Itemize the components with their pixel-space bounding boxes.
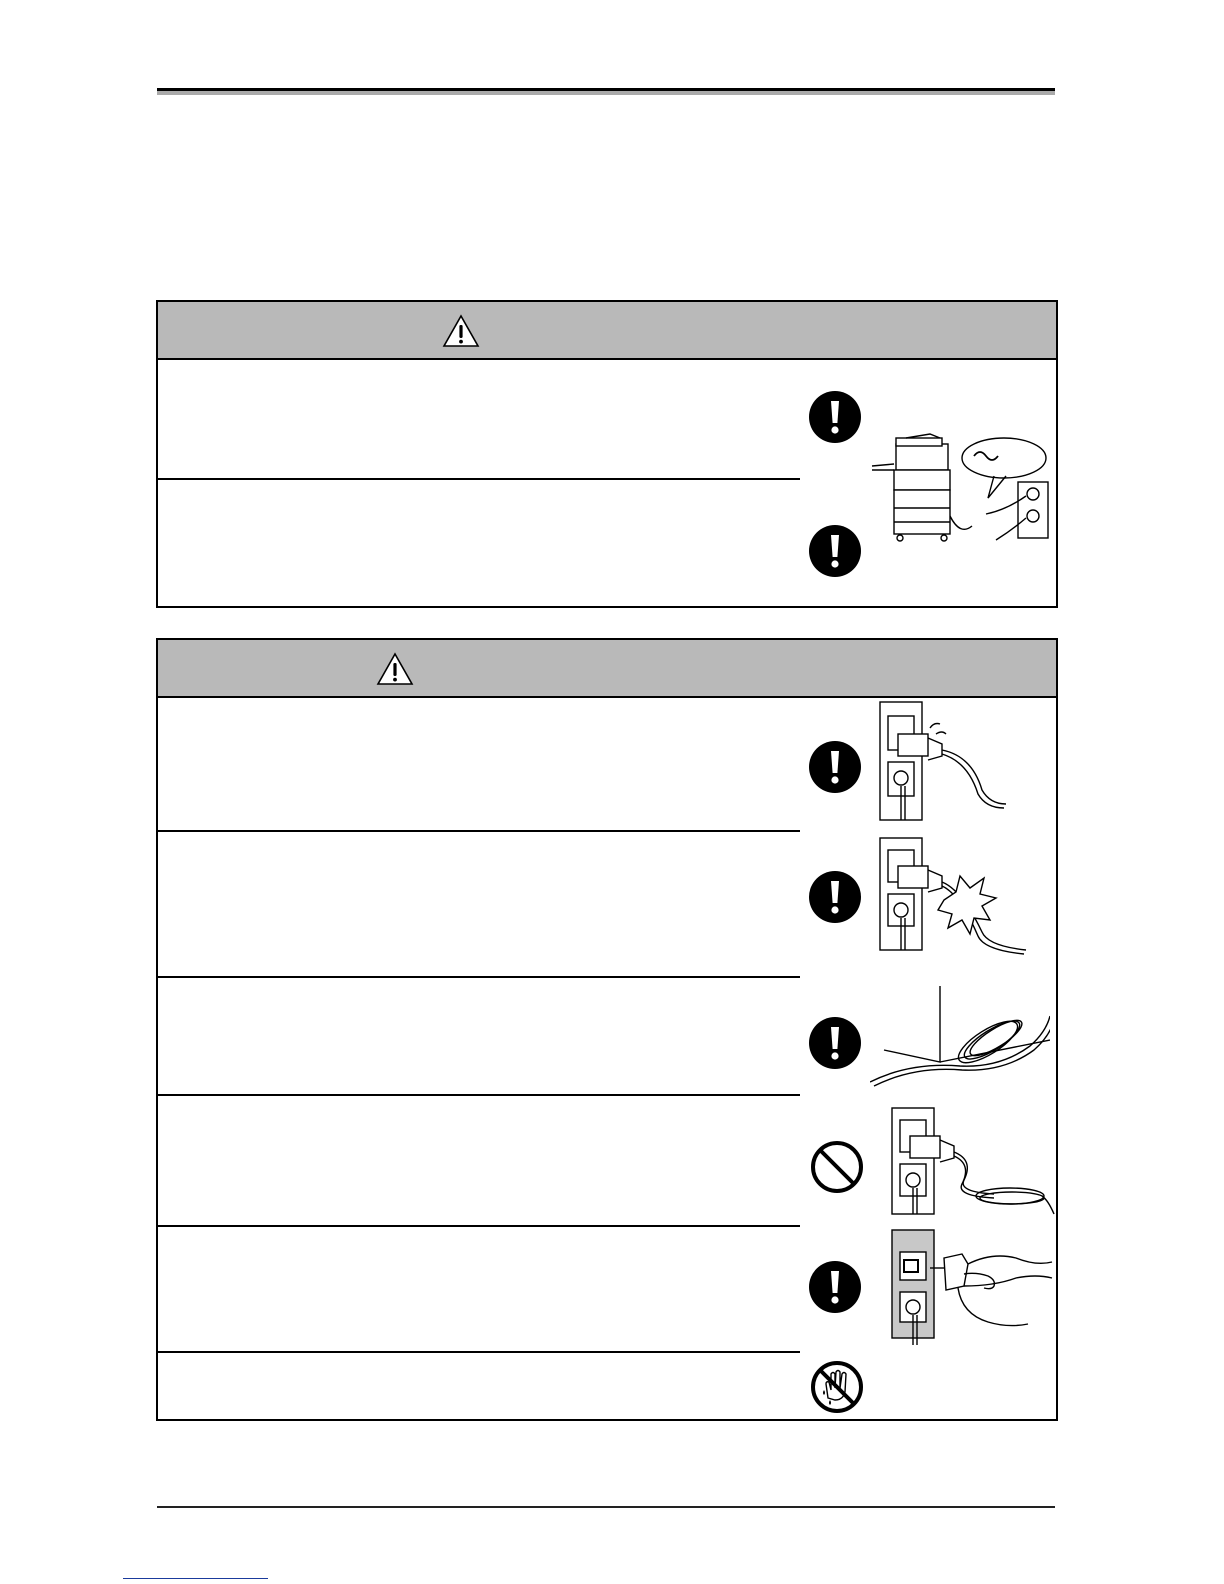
bundled-cord-illustration — [886, 1106, 1056, 1222]
warning-triangle-icon — [376, 652, 414, 686]
damaged-cord-illustration — [874, 836, 1034, 958]
mandatory-exclamation-icon — [808, 740, 862, 794]
footer-rule — [157, 1506, 1055, 1508]
caution-row-5 — [158, 1227, 800, 1351]
caution-row-1 — [158, 698, 800, 830]
caution-row-4 — [158, 1096, 800, 1224]
warning-panel-header — [158, 302, 1056, 360]
caution-panel — [156, 638, 1058, 1421]
caution-row-6 — [158, 1353, 800, 1419]
mandatory-exclamation-icon — [808, 524, 862, 578]
caution-row-3 — [158, 978, 800, 1094]
header-rule-shadow — [157, 91, 1055, 95]
plug-fully-inserted-illustration — [874, 698, 1014, 826]
cord-under-machine-illustration — [870, 986, 1050, 1090]
caution-panel-header — [158, 640, 1056, 698]
warning-panel — [156, 300, 1058, 608]
mandatory-exclamation-icon — [808, 390, 862, 444]
warning-triangle-icon — [442, 314, 480, 348]
warning-row-2 — [158, 480, 800, 606]
caution-row-2 — [158, 832, 800, 975]
unplug-by-plug-illustration — [886, 1228, 1056, 1348]
prohibited-icon — [810, 1140, 864, 1194]
copier-power-outlet-illustration — [866, 430, 1058, 548]
mandatory-exclamation-icon — [808, 1260, 862, 1314]
warning-row-1 — [158, 360, 800, 478]
no-wet-hands-icon — [810, 1360, 864, 1414]
mandatory-exclamation-icon — [808, 870, 862, 924]
mandatory-exclamation-icon — [808, 1016, 862, 1070]
corner-link-underline[interactable] — [123, 1578, 268, 1579]
